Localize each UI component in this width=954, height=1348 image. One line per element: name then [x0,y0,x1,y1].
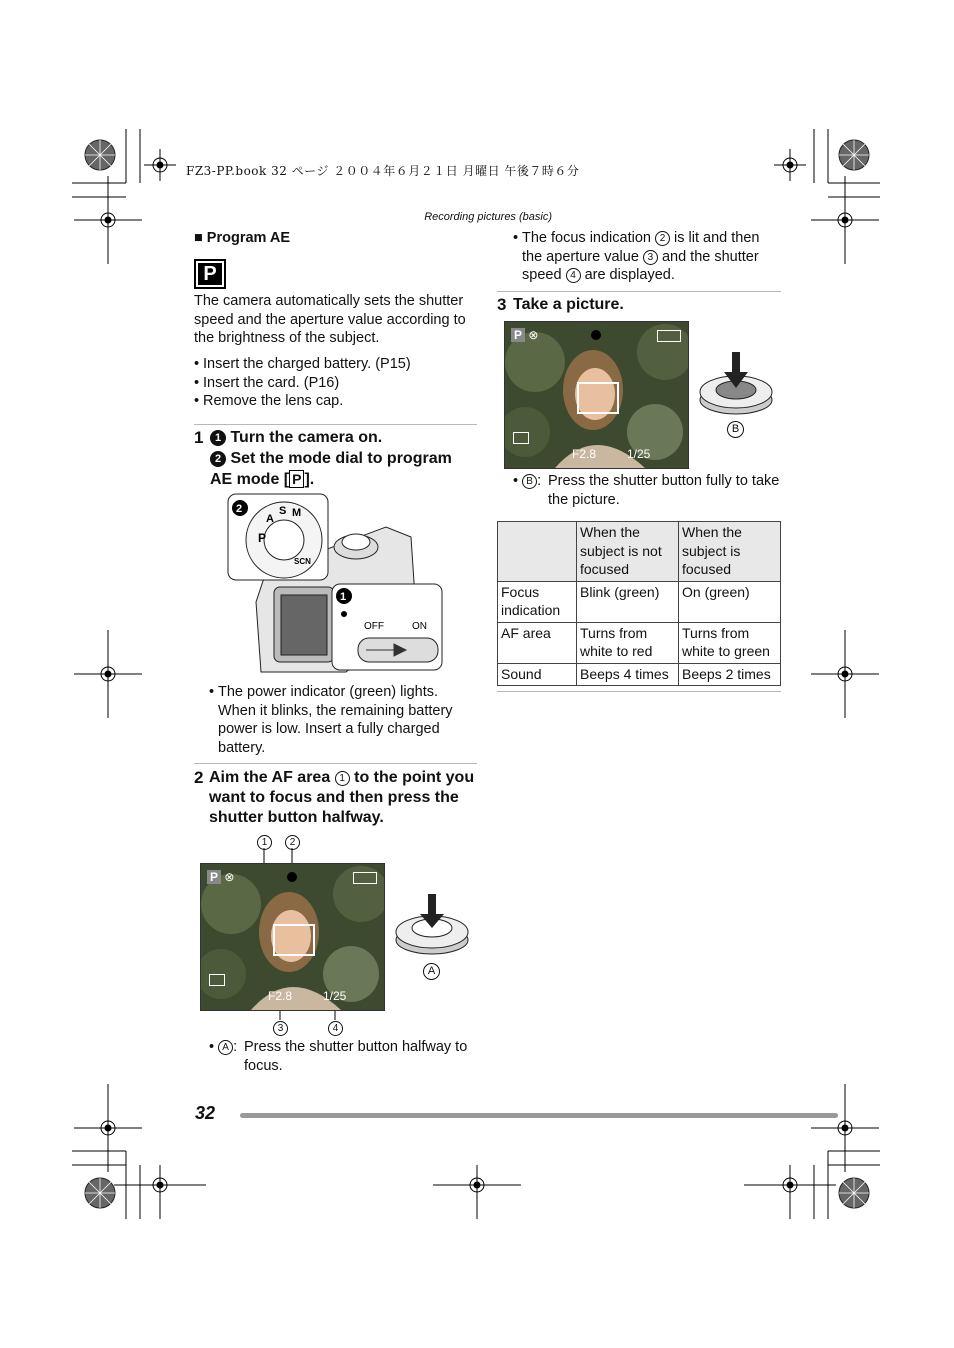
focus-note-t1: The focus indication [522,230,655,246]
lcd-preview-full: P ⊗ F2.8 1/25 [504,321,689,469]
note-text: Press the shutter button fully to take the picture. [548,473,780,508]
af-area [577,382,619,414]
step1-sub1 [210,428,480,448]
list-item: • Insert the card. (P16) [194,374,476,393]
label-a [423,963,440,980]
table-cell: On (green) [679,581,781,622]
table-cell: Blink (green) [577,581,679,622]
shutter-speed: 1/25 [323,989,347,1003]
lcd-preview-halfway: P ⊗ F2.8 1/25 [200,863,385,1011]
heading-text: Program AE [206,230,291,246]
callout-marker: 4 [566,268,581,283]
section-heading [194,229,290,248]
table-row [498,622,781,663]
focus-note-t3: and the shutter speed [522,248,759,284]
table-row [498,581,781,622]
step2-title [209,768,477,828]
table-cell: Turns from white to red [577,622,679,663]
intro-text: The camera automatically sets the shutter speed and the aperture value according to the brightness of the subject. [194,293,466,347]
note-text: Press the shutter button halfway to focus. [244,1039,468,1074]
table-cell [498,522,577,582]
table-cell: When the subject is not focused [577,522,679,582]
list-item: • Insert the charged battery. (P15) [194,355,476,374]
camera-illustration [226,492,446,682]
focus-note-t4: are displayed. [580,267,675,284]
mode-icon-letter: P [198,263,222,285]
shutter-speed: 1/25 [627,447,651,461]
shutter-full-icon [696,350,776,420]
screen-mode: P [511,328,525,342]
frame-icon [209,974,225,986]
table-cell: When the subject is focused [679,522,781,582]
step3-number: 3 [497,295,507,314]
table-cell: AF area [498,622,577,663]
frame-icon [513,432,529,444]
step-marker: 2 [210,451,226,467]
step1-sub2 [210,449,472,490]
heading-marker: ■ [194,230,203,246]
switch-off-label: OFF [364,621,384,632]
dial-p: P [258,531,267,545]
button-label: B [727,421,744,438]
step2-number: 2 [194,768,204,787]
step1-sub2-end: ]. [304,471,315,488]
note-marker: B [522,474,537,489]
table-row [498,663,781,686]
callout-marker: 1 [335,771,350,786]
step2-title-b: to the point you want to focus and then press the shutter button halfway. [209,769,475,826]
list-item: • Remove the lens cap. [194,392,476,411]
battery-icon [353,872,377,884]
callout-marker: 2 [655,231,670,246]
p-mode-icon: P [289,470,304,488]
divider [497,691,781,692]
af-area [273,924,315,956]
divider [194,424,477,425]
note-marker: A [218,1040,233,1055]
table-cell: Beeps 2 times [679,663,781,686]
divider [497,291,781,292]
step-marker: 1 [210,430,226,446]
step1-number: 1 [194,428,204,447]
switch-on-label: ON [412,621,427,632]
button-label: A [423,963,440,980]
focus-note: • The focus indication 2 is lit and then the aperture value 3 and the shutter speed 4 are displayed. [513,230,760,284]
focus-note-t2: is lit and then the aperture value [522,230,760,265]
callout-number: 1 [257,835,272,850]
program-mode-icon [194,259,226,289]
callout-3 [273,1019,288,1036]
step2-title-a: Aim the AF area [209,769,335,786]
dial-scn: SCN [294,557,311,566]
battery-icon [657,330,681,342]
table-row [498,522,781,582]
callout-number: 2 [285,835,300,850]
label-b [727,421,744,438]
screen-mode: P [207,870,221,884]
step1-sub2-text: Set the mode dial to program AE mode [ [210,450,452,488]
full-press-note: • B : Press the shutter button fully to take the picture. [513,473,780,508]
table-cell: Focus indication [498,581,577,622]
step1-sub1-text: Turn the camera on. [230,429,383,446]
table-cell: Sound [498,663,577,686]
divider [194,763,477,764]
focus-indicator [287,872,297,882]
table-cell: Turns from white to green [679,622,781,663]
running-header: Recording pictures (basic) [424,211,552,223]
table-cell: Beeps 4 times [577,663,679,686]
page-number: 32 [195,1103,216,1123]
power-note: • The power indicator (green) lights. When it blinks, the remaining battery power is low. Insert a fully charged battery. [209,683,470,757]
focus-indicator [591,330,601,340]
dial-a: A [266,513,274,525]
focus-table [497,521,781,686]
callout-4 [328,1019,343,1036]
halfway-note: • A : Press the shutter button halfway to focus. [209,1038,477,1075]
dial-callout-number: 2 [236,503,243,515]
print-header: FZ3-PP.book 32 ページ ２００４年６月２１日 月曜日 午後７時６分 [186,164,580,178]
dial-m: M [292,507,302,519]
dial-s: S [279,505,287,517]
callout-marker: 3 [643,250,658,265]
callout-number: 3 [273,1021,288,1036]
switch-callout-number: 1 [340,591,347,603]
footer-bar [240,1113,838,1118]
step3-title: Take a picture. [513,296,624,313]
shutter-halfway-icon [392,892,472,962]
aperture-value: F2.8 [572,447,597,461]
aperture-value: F2.8 [268,989,293,1003]
callout-number: 4 [328,1021,343,1036]
prep-list [194,355,476,411]
